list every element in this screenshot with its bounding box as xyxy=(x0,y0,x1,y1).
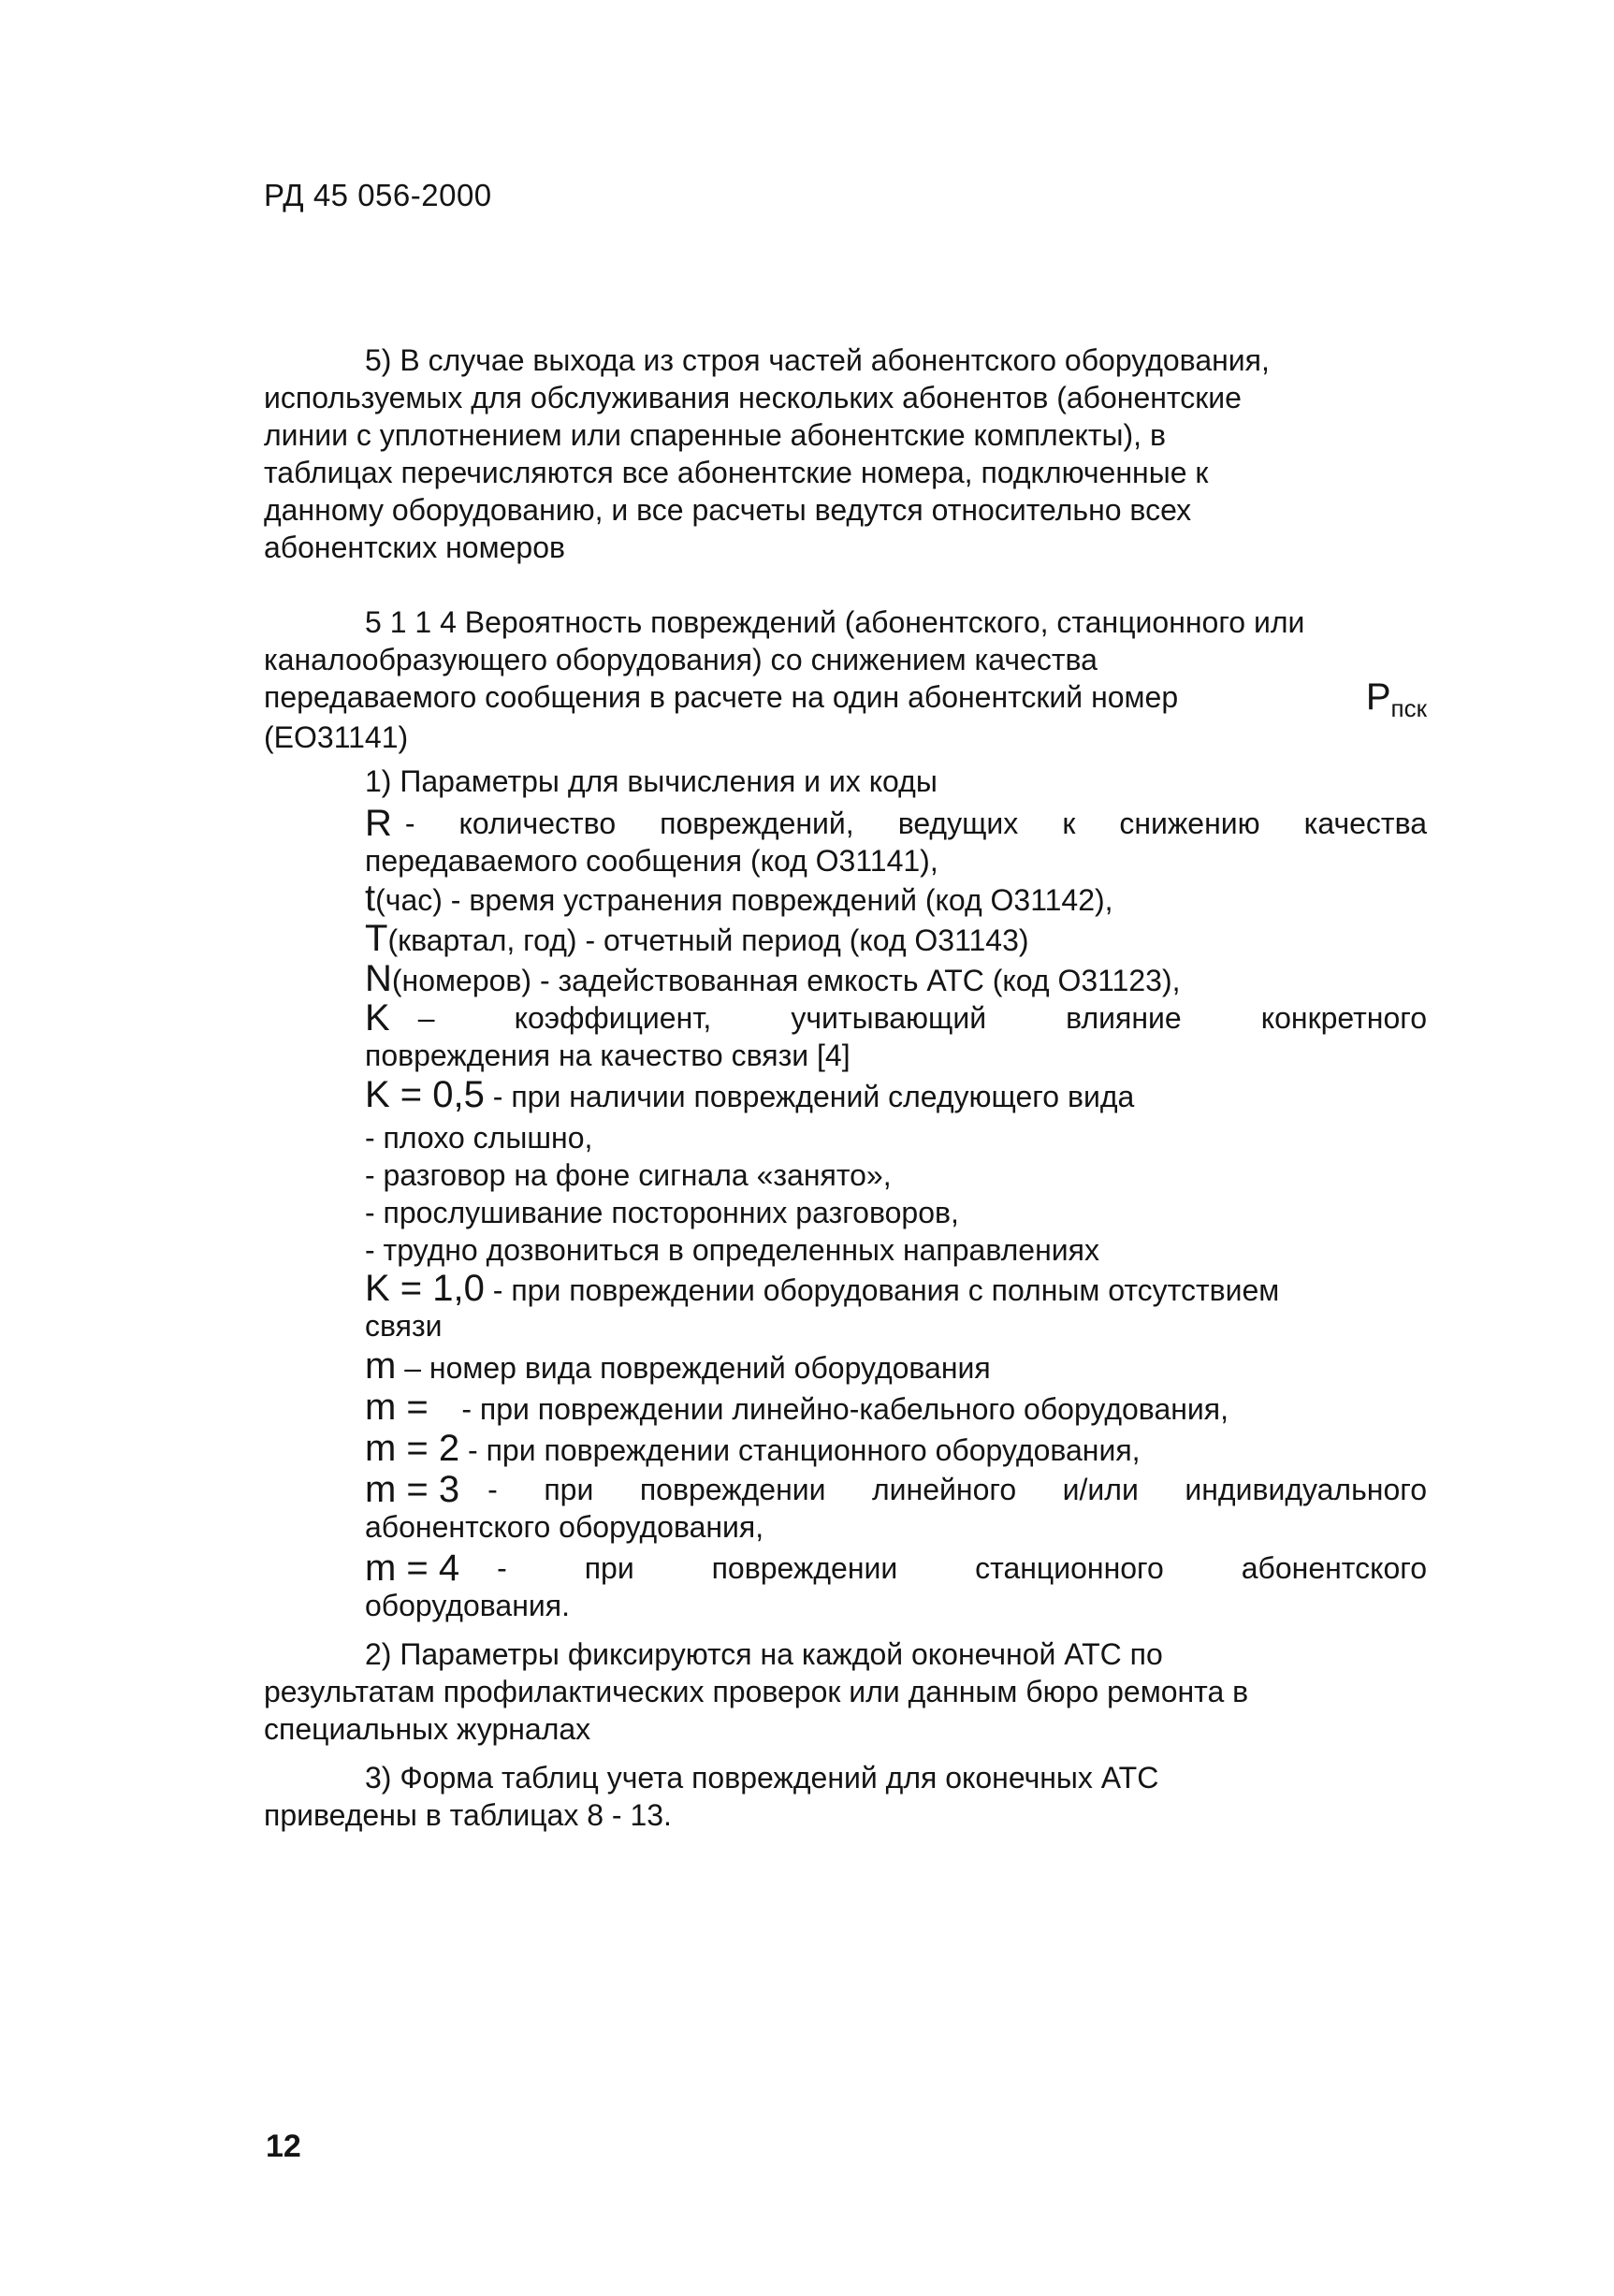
para5-line: абонентских номеров xyxy=(264,530,565,564)
param-T: T(квартал, год) - отчетный период (код О31143) xyxy=(365,918,1029,959)
param-symbol: m = 4 xyxy=(365,1548,460,1589)
para5-line: 5) В случае выхода из строя частей абонентского оборудования, xyxy=(365,343,1270,377)
param-m4 xyxy=(365,1549,1427,1587)
param-m: m – номер вида повреждений оборудования xyxy=(365,1345,991,1387)
param-t: t(час) - время устранения повреждений (код О31142), xyxy=(365,878,1113,919)
para2-line: специальных журналах xyxy=(264,1712,591,1746)
para3-line: 3) Форма таблиц учета повреждений для оконечных АТС xyxy=(365,1761,1159,1795)
probability-symbol: $P_{пск}$ xyxy=(1365,676,1427,722)
param-description: - количество повреждений, ведущих к снижению качества xyxy=(404,807,1427,840)
param-K xyxy=(365,999,1427,1037)
param-R xyxy=(365,805,1427,842)
list-item: - прослушивание посторонних разговоров, xyxy=(365,1196,959,1229)
param-N: N(номеров) - задействованная емкость АТС (код О31123), xyxy=(365,958,1181,999)
para2-line: результатам профилактических проверок или данным бюро ремонта в xyxy=(264,1675,1249,1708)
param-m1: m = - при повреждении линейно-кабельного оборудования, xyxy=(365,1387,1229,1428)
para2-line: 2) Параметры фиксируются на каждой оконечной АТС по xyxy=(365,1637,1163,1671)
list-item: - трудно дозвониться в определенных направлениях xyxy=(365,1233,1099,1267)
param-description: связи xyxy=(365,1309,443,1343)
list-item: - плохо слышно, xyxy=(365,1121,593,1155)
param-symbol: m = 3 xyxy=(365,1469,460,1510)
param-m3 xyxy=(365,1471,1427,1508)
para3-line: приведены в таблицах 8 - 13. xyxy=(264,1798,672,1832)
param-K10: K = 1,0 - при повреждении оборудования с полным отсутствием xyxy=(365,1268,1280,1309)
param-description: оборудования. xyxy=(365,1589,570,1622)
param-symbol: K xyxy=(365,997,390,1039)
para5-line: линии с уплотнением или спаренные абонентские комплекты), в xyxy=(264,418,1166,452)
list-item: - разговор на фоне сигнала «занято», xyxy=(365,1158,892,1192)
param-description: абонентского оборудования, xyxy=(365,1510,764,1544)
param-description: - при повреждении линейного и/или индивидуального xyxy=(487,1473,1427,1506)
para5-line: используемых для обслуживания нескольких абонентов (абонентские xyxy=(264,381,1242,414)
param-description: – коэффициент, учитывающий влияние конкретного xyxy=(417,1001,1427,1035)
document-header: РД 45 056-2000 xyxy=(264,178,492,212)
para5-line: данному оборудованию, и все расчеты ведутся относительно всех xyxy=(264,493,1192,527)
param-symbol: R xyxy=(365,803,392,844)
section-title-line: каналообразующего оборудования) со снижением качества xyxy=(264,643,1098,676)
param-description: повреждения на качество связи [4] xyxy=(365,1039,851,1072)
param-m2: m = 2 - при повреждении станционного оборудования, xyxy=(365,1428,1141,1469)
page-number: 12 xyxy=(266,2129,301,2164)
param-K05: K = 0,5 - при наличии повреждений следующего вида xyxy=(365,1074,1135,1115)
params-title: 1) Параметры для вычисления и их коды xyxy=(365,764,938,798)
section-title-line xyxy=(264,678,1427,727)
section-code: (ЕО31141) xyxy=(264,720,409,754)
section-title-text: передаваемого сообщения в расчете на один абонентский номер xyxy=(264,680,1179,714)
param-description: передаваемого сообщения (код О31141), xyxy=(365,844,938,878)
param-description: - при повреждении станционного абонентского xyxy=(497,1551,1427,1585)
para5-line: таблицах перечисляются все абонентские номера, подключенные к xyxy=(264,456,1209,489)
section-title-line: 5 1 1 4 Вероятность повреждений (абонентского, станционного или xyxy=(365,605,1305,639)
